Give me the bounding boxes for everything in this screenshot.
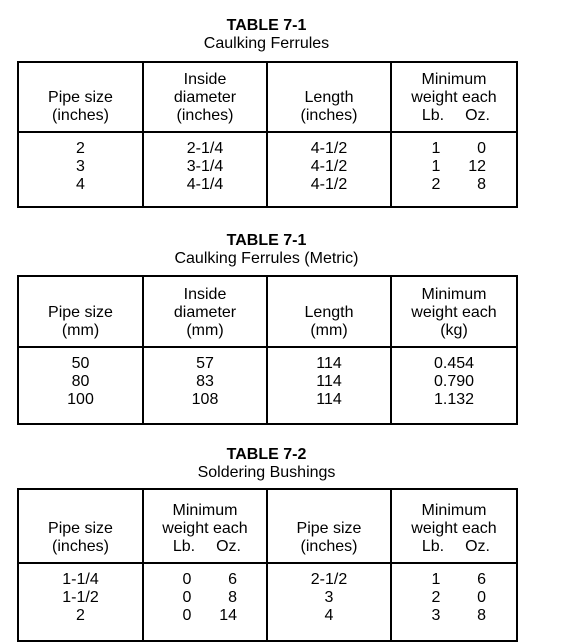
table3-header-oz-1: Oz.: [216, 538, 241, 555]
table1-caption: [17, 17, 516, 53]
table2-body-row: [18, 347, 517, 424]
table3-number: TABLE 7-2: [226, 446, 307, 463]
table1-cell: 3: [76, 158, 85, 175]
table1-cell: 2: [431, 176, 441, 193]
table1-cell: 2-1/4: [186, 140, 224, 157]
table1-header-length: Length (inches): [267, 62, 391, 132]
table2-cell: 57: [196, 355, 214, 372]
table1-header-lb: Lb.: [421, 107, 445, 124]
table3: [17, 488, 518, 642]
table2-cell: 1.132: [433, 391, 475, 408]
table3-header-pipe-size-2: Pipe size (inches): [267, 489, 391, 563]
table1-header-oz: Oz.: [465, 107, 490, 124]
table2-cell: 114: [316, 373, 342, 390]
table1-number: TABLE 7-1: [226, 17, 307, 34]
table3-cell: 3: [324, 589, 334, 606]
table2-col-weight: [391, 347, 517, 424]
table1-cell: 0: [477, 140, 486, 157]
table3-cell: 0: [182, 607, 192, 624]
table3-cell: 4: [324, 607, 334, 624]
table1-cell: 4-1/2: [310, 176, 348, 193]
table3-header-pipe-size-1: Pipe size (inches): [18, 489, 143, 563]
table2-cell: 108: [191, 391, 219, 408]
table1-cell: 4-1/2: [310, 158, 348, 175]
table1-col-inside-diameter: [143, 132, 267, 207]
table1-header-pipe-size: Pipe size (inches): [18, 62, 143, 132]
table2-header-inside-diameter: Inside diameter (mm): [143, 276, 267, 347]
table1-title: Caulking Ferrules: [203, 35, 330, 52]
table2-cell: 80: [71, 373, 90, 390]
table1-cell: 4-1/4: [186, 176, 224, 193]
table3-cell: 3: [431, 607, 441, 624]
table2-caption: [17, 232, 516, 268]
table1-col-pipe-size: [18, 132, 143, 207]
table3-title: Soldering Bushings: [197, 464, 336, 481]
table3-col-weight-2: [391, 563, 517, 641]
table2-cell: 0.790: [433, 373, 475, 390]
table2-col-pipe-size: [18, 347, 143, 424]
table3-cell: 14: [219, 607, 237, 624]
table1-header-inside-diameter: Inside diameter (inches): [143, 62, 267, 132]
table3-header-lb-2: Lb.: [421, 538, 445, 555]
table3-cell: 2: [76, 607, 85, 624]
table2-cell: 83: [196, 373, 214, 390]
table2-cell: 100: [67, 391, 94, 408]
table3-col-weight-1: [143, 563, 267, 641]
table2: [17, 275, 518, 425]
table2-number: TABLE 7-1: [226, 232, 307, 249]
table2-cell: 0.454: [433, 355, 475, 372]
table2-header-row: [18, 276, 517, 347]
table3-cell: 2: [431, 589, 441, 606]
table3-body-row: [18, 563, 517, 641]
table1-col-weight: [391, 132, 517, 207]
table3-header-oz-2: Oz.: [465, 538, 490, 555]
table1-cell: 1: [431, 158, 441, 175]
table2-cell: 114: [316, 391, 342, 408]
table3-cell: 0: [182, 571, 192, 588]
table3-col-pipe-size-2: [267, 563, 391, 641]
table3-cell: 0: [182, 589, 192, 606]
table3-header-min-weight-2: Minimum weight each Lb. Oz.: [391, 489, 517, 563]
table2-col-inside-diameter: [143, 347, 267, 424]
table3-cell: 8: [228, 589, 237, 606]
table2-cell: 114: [316, 355, 342, 372]
table1-header-row: [18, 62, 517, 132]
table2-header-pipe-size: Pipe size (mm): [18, 276, 143, 347]
table2-header-length: Length (mm): [267, 276, 391, 347]
table3-cell: 1-1/4: [62, 571, 99, 588]
table2-col-length: [267, 347, 391, 424]
table3-col-pipe-size-1: [18, 563, 143, 641]
table3-cell: 2-1/2: [310, 571, 348, 588]
table2-cell: 50: [71, 355, 90, 372]
table3-header-row: [18, 489, 517, 563]
table3-cell: 1-1/2: [62, 589, 99, 606]
table1-cell: 3-1/4: [186, 158, 224, 175]
table1-cell: 4-1/2: [310, 140, 348, 157]
table1-cell: 4: [76, 176, 85, 193]
table1-body-row: [18, 132, 517, 207]
table3-caption: [17, 446, 516, 482]
table3-cell: 6: [477, 571, 486, 588]
table3-cell: 1: [431, 571, 441, 588]
table3-cell: 6: [228, 571, 237, 588]
table2-header-min-weight: Minimum weight each (kg): [391, 276, 517, 347]
table1: [17, 61, 518, 208]
table3-header-lb-1: Lb.: [172, 538, 196, 555]
table3-cell: 8: [477, 607, 486, 624]
table2-title: Caulking Ferrules (Metric): [174, 250, 359, 267]
table3-header-min-weight-1: Minimum weight each Lb. Oz.: [143, 489, 267, 563]
table1-cell: 8: [477, 176, 486, 193]
table1-cell: 2: [76, 140, 85, 157]
table1-col-length: [267, 132, 391, 207]
table1-cell: 12: [468, 158, 486, 175]
table3-cell: 0: [477, 589, 486, 606]
table1-header-min-weight: Minimum weight each Lb. Oz.: [391, 62, 517, 132]
table1-cell: 1: [431, 140, 441, 157]
